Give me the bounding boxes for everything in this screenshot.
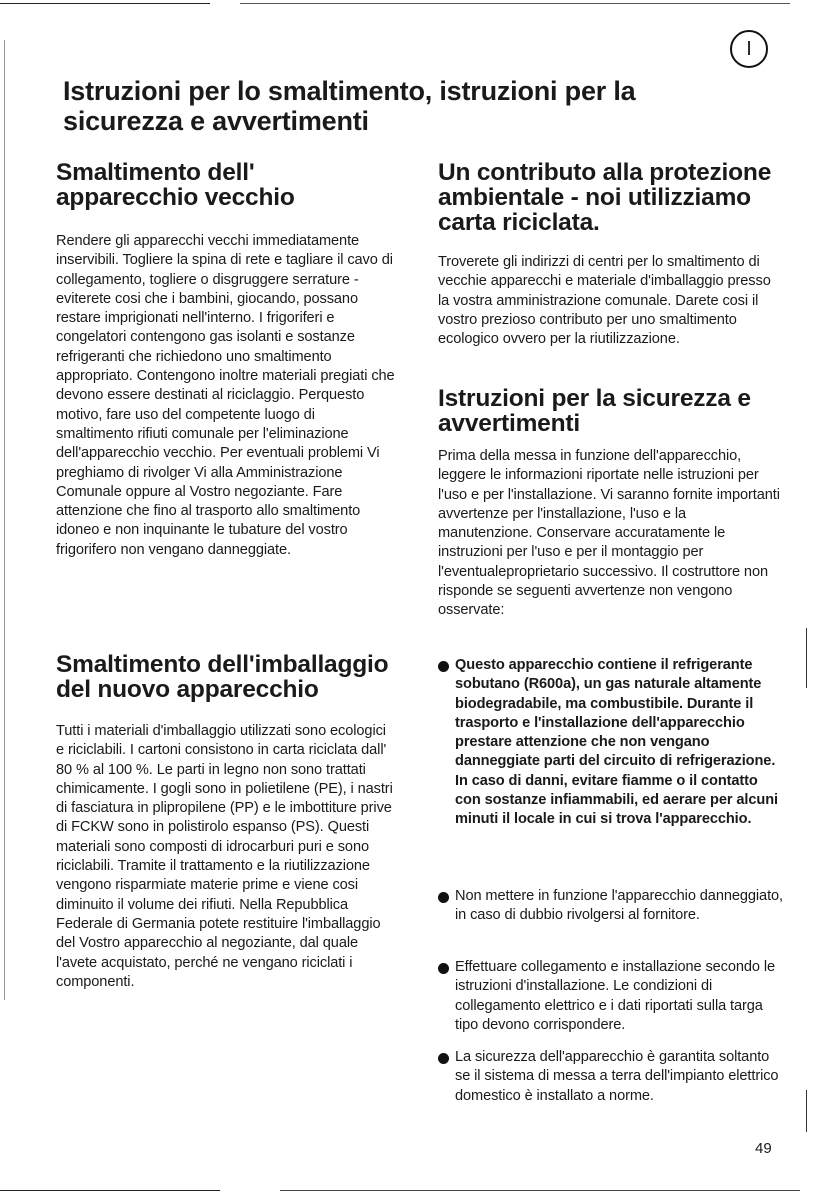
scan-edge-mark [806, 1090, 807, 1132]
scan-artifact-line [0, 3, 210, 4]
old-appliance-disposal-text: Rendere gli apparecchi vecchi immediatamente inservibili. Togliere la spina di rete e tagliare il cavo di collegamento, togliere o disgruggere serrature - eviterete cosi che i bambini, giocando, possano restare imprigionati nell'interno. I frigoriferi e congelatori contengono gas isolanti e sostanze refrigeranti che richiedono uno smaltimento appropriato. Contengono inoltre materiali pregiati che devono essere destinati al riciclaggio. Perquesto motivo, fare uso del competente luogo di smaltimento rifiuti comunale per l'eliminazione dell'apparecchio vecchio. Per eventuali problemi Vi preghiamo di rivolger Vi alla Amministrazione Comunale oppure al Vostro negoziante. Fare attenzione che fino al trasporto allo smaltimento idoneo e non inquinante le tubature del vostro frigorifero non vengano danneggiate. [56, 233, 395, 558]
warning-item [438, 656, 783, 830]
section-heading-safety-instructions: Istruzioni per la sicurezza e avvertimenti [438, 385, 751, 437]
warning-text: La sicurezza dell'apparecchio è garantita soltanto se il sistema di messa a terra dell'impianto elettrico domestico è installato a norme. [455, 1049, 779, 1104]
page-title: Istruzioni per lo smaltimento, istruzioni per la sicurezza e avvertimenti [63, 76, 636, 136]
section-heading-environmental-contribution: Un contributo alla protezione ambientale - noi utilizziamo carta riciclata. [438, 159, 772, 236]
scan-artifact-line [240, 3, 790, 4]
warning-item [438, 887, 783, 926]
warning-item [438, 958, 783, 1035]
packaging-disposal-text: Tutti i materiali d'imballaggio utilizzati sono ecologici e riciclabili. I cartoni consistono in carta riciclata dall' 80 % al 100 %. Le parti in legno non sono trattati chimicamente. I gogli sono in polietilene (PE), i nastri di fasciatura in plipropilene (PP) e le imbottiture prive di FCKW sono in polistirolo espanso (PS). Questi materiali sono composti di idrocarburi puri e sono riciclabili. Tramite il trattamento e la riutilizzazione vengono risparmiate materie prime e viene cosi diminuito il volume dei rifiuti. Nella Repubblica Federale di Germania potete restituire l'imballaggio del Vostro apparecchio al negoziante, dal quale l'avete acquistato, perché ne vengano riciclati i componenti. [56, 723, 393, 990]
bullet-icon [438, 661, 449, 672]
bullet-icon [438, 1053, 449, 1064]
scan-edge-mark [4, 40, 5, 1000]
warning-text: Effettuare collegamento e installazione secondo le istruzioni d'installazione. Le condizioni di collegamento elettrico e i dati riportati sulla targa tipo devono corrispondere. [455, 959, 776, 1033]
page-number: 49 [755, 1140, 772, 1157]
language-badge: I [730, 30, 768, 68]
warning-text: Questo apparecchio contiene il refrigerante sobutano (R600a), un gas naturale altamente biodegradabile, ma combustibile. Durante il trasporto e l'installazione dell'apparecchio prestare attenzione che non vengano danneggiate parti del circuito di refrigerazione. In caso di danni, evitare fiamme o il contatto con sostanze infiammabili, ed aerare per alcuni minuti il locale in cui si trova l'apparecchio. [455, 657, 778, 828]
scan-edge-mark [806, 628, 807, 688]
scan-artifact-line [0, 1190, 220, 1191]
warning-text: Non mettere in funzione l'apparecchio danneggiato, in caso di dubbio rivolgersi al fornitore. [455, 888, 783, 924]
section-heading-old-appliance-disposal: Smaltimento dell' apparecchio vecchio [56, 159, 295, 211]
scan-artifact-line [280, 1190, 800, 1191]
warning-item [438, 1048, 783, 1106]
bullet-icon [438, 963, 449, 974]
safety-instructions-text: Prima della messa in funzione dell'apparecchio, leggere le informazioni riportate nelle istruzioni per l'uso e per l'installazione. Vi saranno fornite importanti avvertenze per l'installazione, l'uso e la manutenzione. Conservare accuratamente le instruzioni per l'uso e per il montaggio per l'eventualeproprietario successivo. Il costruttore non risponde se seguenti avvertenze non vengono osservate: [438, 448, 780, 619]
bullet-icon [438, 892, 449, 903]
environmental-contribution-text: Troverete gli indirizzi di centri per lo smaltimento di vecchie apparecchi e materiale d'imballaggio presso la vostra amministrazione comunale. Darete cosi il vostro prezioso contributo per uno smaltimento ecologico ovvero per la riutilizzazione. [438, 254, 771, 348]
section-heading-packaging-disposal: Smaltimento dell'imballaggio del nuovo apparecchio [56, 651, 389, 703]
